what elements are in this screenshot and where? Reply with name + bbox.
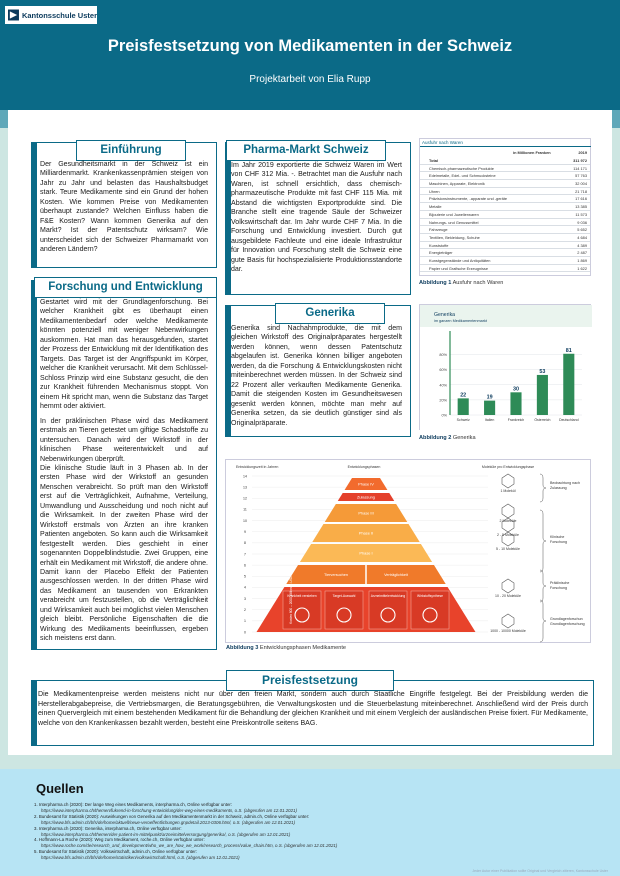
pyramid-level-label: Phase III — [358, 510, 374, 516]
table-cell-value: 13 385 — [575, 204, 587, 210]
table-cell-value: 1 869 — [577, 257, 587, 263]
forschung-paragraph-2: In der präklinischen Phase wird das Medikament erstmals an Tieren getestet um giftige Schadstoffe zu untersuchen. Danach wird der Wirkstoff in der klinischen Phase weiterentwickelt und auf Nebenwirkungen überprüft. — [40, 418, 208, 463]
school-logo-icon — [8, 9, 19, 21]
table-cell-name: Energieträger — [429, 250, 453, 256]
table-row — [420, 249, 590, 257]
pyramid-year-tick: 3 — [244, 596, 246, 601]
content-top — [8, 110, 612, 128]
molecule-icon — [502, 474, 514, 488]
table-cell-name: Edelmetalle, Edel- und Schmucksteine — [429, 173, 496, 179]
pyramid-year-tick: 11 — [243, 507, 247, 512]
chart-data-label: 19 — [486, 394, 493, 401]
chart-category-label: Schweiz — [456, 418, 470, 422]
pyramid-year-tick: 4 — [244, 585, 246, 590]
source-entry: 3. Interpharma.ch (2020): Generika, interpharma.ch, Online verfügbar unter: — [34, 825, 182, 831]
molecule-count: 5 - 10 Moleküle — [496, 547, 520, 551]
generika-text: Generika sind Nachahmprodukte, die mit dem gleichen Wirkstoff des Originalpräparates hergestellt werden können, wenn dessen Patentschutz abgelaufen ist. Generika können billiger angeboten werden, da die Forschung & Entwicklungskosten nicht miteinberechnet werden müssen. In der Schweiz sind 22 Prozent aller verkauften Medikamente Generika. Damit die steigenden Kosten im Gesundheitswesen gesenkt werden können, möchte man mehr auf Generika setzen, da sie deutlich günstiger sind als Originalpräparate. — [231, 325, 402, 427]
molecule-count: 2 - 5 Moleküle — [497, 533, 519, 537]
footer-note: Jeder Autor einer Publikation sollte Original und Vergleich zitieren, Kantonsschule Uster — [472, 869, 608, 873]
source-entry: 4. Hoffmann-La Roche (2020): Weg zum Medikament, roche.ch, Online verfügbar unter: — [34, 837, 205, 843]
table-row — [420, 242, 590, 250]
table-row — [420, 265, 590, 273]
generika-chart-caption: Abbildung 2 Generika — [419, 435, 476, 441]
pyramid-column-3: Moleküle pro Entwicklungsphase — [481, 465, 535, 469]
source-link[interactable]: https://www.bfs.admin.ch/bfs/de/home/aktuell/neue-veroeffentlichungen.gnpdetail.2013-0306.html, o.S. (abgerufen am 12.01.2021) — [41, 819, 296, 825]
table-row — [420, 157, 590, 165]
pyramid-year-tick: 2 — [244, 608, 246, 613]
table-cell-value: 32 004 — [575, 181, 587, 187]
table-cell-value: 2 487 — [577, 250, 587, 256]
ausfuhr-unit: in Millionen Franken — [513, 150, 551, 155]
pyramid-level-label: Zulassung — [357, 494, 375, 500]
table-row — [420, 211, 590, 219]
table-row — [420, 226, 590, 234]
ausfuhr-panel-title: Ausfuhr nach Waren — [422, 140, 463, 145]
forschung-paragraph-3: Die klinische Studie läuft in 3 Phasen ab. In der ersten Phase wird der Wirkstoff an gesunden Menschen verabreicht. So prüft man den Wirkstoff erst auf die Verträglichkeit, Aufnahme, Verteilung, Umwandlung und Ausscheidung und noch nicht auf die Wirksamkeit. In der zweiten Phase wird der Wirkstoff erstmals von Ärzten an ihre kranken Patienten angeboten. So kann auch die Wirksamkeit festgestellt werden. Dies geschieht in einer sogenannten Doppelblindstudie. Zwei Gruppen, eine erhält ein Medikament mit Wirkstoff, die andere ohne. Damit kann der Placebo Effekt der Patienten ausgeschlossen werden. In der dritten Phase wird das Medikament an tausenden von Erkrankten verabreicht um festzustellen, ob die Verträglichkeit und Wirksamkeit auch bei möglichst vielen Menschen gleich bleibt. Persönliche Eigenschaften die die Wirkung des Medikaments beeinflussen, ergeben sich meistens erst dann. — [40, 465, 208, 643]
table-cell-name: Chemisch-pharmazeutische Produkte — [429, 165, 494, 171]
generika-title: Generika — [275, 303, 385, 324]
table-cell-value: 57 763 — [575, 173, 587, 179]
table-cell-name: Uhren — [429, 188, 440, 194]
table-cell-value: 4 389 — [577, 242, 587, 248]
table-row — [420, 188, 590, 196]
phase-category-label: Grundlagenforschun Grundlagenforschung — [550, 617, 585, 626]
table-cell-name: Total — [429, 158, 439, 163]
pyramid-year-tick: 14 — [243, 474, 247, 479]
chart-bar — [537, 375, 548, 415]
molecule-count: 1 Molekül — [500, 489, 516, 493]
entwicklung-figure — [225, 459, 591, 643]
pyramid-year-tick: 13 — [243, 485, 247, 490]
molecule-icon — [502, 504, 514, 518]
einfuehrung-title: Einführung — [76, 140, 186, 161]
pharma-text: Im Jahr 2019 exportierte die Schweiz Waren im Wert von CHF 312 Mia. -. Betrachtet man die Ausfuhr nach Waren, ist schnell ersichtlich, dass chemisch-pharmazeutische Produkte mit fast CHF 115 Mia. mit Abstand die wichtigsten Exportprodukte sind. Die Branche stellt eine tragende Säule der Schweizer Volkswirtschaft dar. Im Jahr wurde CHF 7 Mia. In die Forschung und Entwicklung investiert. Durch gut ausgebildete Fachleute und eine ideale Infrastruktur für Innovation und Forschung stellt die Schweiz eine gute Basis für hochspezialisierte Produktionsstandorte dar. — [231, 162, 402, 273]
pyramid-year-tick: 12 — [243, 496, 247, 501]
table-row — [420, 180, 590, 188]
table-row — [420, 172, 590, 180]
forschung-paragraph-1: Gestartet wird mit der Grundlagenforschung. Bei welcher Krankheit gibt es überhaupt einen Medikamentenbedarf oder welche Medikamente könnten potenziell mit weniger Nebenwirkungen auskommen. Hat man das herausgefunden, startet der Prozess der Entwicklung mit der Identifikation des Targets. Das Target ist der Angriffspunkt im Körper, welcher die Krankheit verursacht. Mit dem Schlüssel-Schloss Prinzip wird eine Substanz gesucht, die den zur Krankheit führenden Mechanismus stoppt. Von einem Hit spricht man, wenn die Substanz das Target hemmt oder aktiviert. — [40, 299, 208, 410]
pyramid-year-tick: 9 — [244, 530, 246, 535]
source-link[interactable]: https://www.roche.com/de/research_and_development/who_we_are_how_we_work/research_process/value_chain.htm, o.S. (abgerufen am 12.01.2021) — [41, 843, 338, 849]
preis-title: Preisfestsetzung — [226, 670, 394, 691]
table-row — [420, 165, 590, 173]
poster-title: Preisfestsetzung von Medikamenten in der Schweiz — [107, 37, 513, 55]
ausfuhr-table — [420, 157, 590, 272]
chart-data-label: 22 — [460, 392, 467, 399]
table-cell-name: Metalle — [429, 204, 442, 210]
chart-data-label: 81 — [565, 347, 572, 354]
table-cell-value: 114 171 — [573, 165, 587, 171]
research-step-label: Krankheit verstehen — [287, 594, 317, 598]
pyramid-level-label: Phase I — [359, 550, 373, 556]
research-step-label: Arzneimittelentwicklung — [370, 594, 406, 598]
school-name: Kantonsschule Uster — [21, 10, 97, 20]
chart-ytick: 60% — [439, 368, 447, 373]
cost-axis-label: Kosten 800 – 2000 Millionen USD — [289, 576, 293, 624]
table-cell-name: Textilien, Bekleidung, Schuhe — [429, 234, 480, 240]
chart-ytick: 20% — [439, 398, 447, 403]
forschung-title: Forschung und Entwicklung — [34, 277, 217, 298]
table-cell-value: 21 718 — [575, 188, 587, 194]
phase-brace — [540, 570, 546, 602]
table-row — [420, 203, 590, 211]
pyramid-level-label: Phase II — [358, 530, 374, 536]
table-cell-value: 9 036 — [577, 219, 587, 225]
chart-category-label: Italien — [484, 418, 495, 422]
table-cell-value: 1 622 — [577, 265, 587, 271]
ausfuhr-caption: Abbildung 1 Ausfuhr nach Waren — [419, 280, 504, 286]
quellen-list — [34, 802, 594, 861]
table-cell-value: 11 573 — [575, 211, 587, 217]
chart-ytick: 80% — [439, 353, 447, 358]
preclinical-label: Tierversuchen — [324, 573, 348, 577]
table-row — [420, 234, 590, 242]
pyramid-column-2: Entwicklungsphasen — [347, 465, 381, 469]
pyramid-year-tick: 0 — [244, 630, 246, 635]
chart-title: Generika — [434, 312, 456, 318]
source-link[interactable]: https://www.interpharma.ch/themen/der-patient-im-mittelpunkt/arzneimittelversorgung/generika/, o.S. (abgerufen am 12.01.2021) — [41, 831, 291, 837]
ausfuhr-year: 2019 — [578, 150, 587, 155]
chart-category-label: Deutschland — [559, 418, 579, 422]
pyramid-level-label: Phase IV — [358, 481, 374, 487]
chart-category-label: Österreich — [534, 418, 551, 422]
table-row — [420, 195, 590, 203]
source-link[interactable]: https://www.bfs.admin.ch/bfs/de/home/statistiken/volkswirtschaft.html, o.S. (abgerufen am 12.01.2021) — [41, 855, 240, 861]
school-logo — [5, 6, 97, 24]
table-cell-name: Nahrungs- und Genussmittel — [429, 219, 479, 225]
quellen-title: Quellen — [36, 781, 84, 796]
chart-bar — [484, 401, 495, 415]
chart-category-label: Frankreich — [507, 418, 525, 422]
source-entry: 5. Bundesamt für Statistik (2020): Volkswirtschaft, admin.ch, Online verfügbar unter: — [34, 849, 198, 855]
pyramid-column-1: Entwicklungszeit in Jahren — [236, 465, 279, 469]
table-cell-value: 4 684 — [577, 234, 587, 240]
generika-chart — [419, 304, 591, 430]
molecule-icon — [502, 614, 514, 628]
chart-bar — [510, 392, 521, 415]
chart-data-label: 30 — [513, 386, 519, 393]
table-cell-name: Kunstgegenstände und Antiquitäten — [429, 257, 491, 263]
phase-category-label: Klinische Forschung — [550, 535, 567, 544]
phase-category-label: Präklinische Forschung — [550, 581, 570, 590]
entwicklung-pyramid-svg — [226, 460, 592, 644]
table-cell-value: 311 972 — [573, 158, 587, 163]
table-cell-name: Fahrzeuge — [429, 227, 448, 233]
pyramid-year-tick: 1 — [244, 619, 246, 624]
phase-brace — [540, 474, 546, 502]
molecule-icon — [502, 579, 514, 593]
ausfuhr-figure — [419, 138, 591, 276]
pharma-title: Pharma-Markt Schweiz — [226, 140, 386, 161]
pyramid-year-tick: 10 — [243, 518, 247, 523]
chart-ytick: 40% — [439, 383, 447, 388]
table-row — [420, 219, 590, 227]
pyramid-year-tick: 5 — [244, 574, 246, 579]
table-row — [420, 257, 590, 265]
table-cell-name: Präzisionsinstrumente, -apparate und -geräte — [429, 196, 508, 202]
chart-data-label: 53 — [539, 368, 546, 375]
table-cell-value: 5 652 — [577, 227, 587, 233]
molecule-count: 2 Moleküle — [499, 519, 517, 523]
table-cell-name: Maschinen, Apparate, Elektronik — [429, 181, 485, 187]
entwicklung-caption: Abbildung 3 Entwicklungsphasen Medikamente — [226, 645, 347, 651]
preis-text: Die Medikamentenpreise werden meistens nicht nur über den freien Markt, sondern auch durch Staatliche Eingriffe festgelegt. Bei der Preisbildung werden die Herstellerabgabepreise, die Vertriebsmargen, die Beratungsgebühren, die Verwaltungskosten und die Steuerbelastung miteinberechnet. Anschließend wird der Preis durch einen Quervergleich mit einem bestehenden Medikament für die Behandlung der gleichen Krankheit und mit einem Vergleich der ausländischen Preise fixiert. Für Medikamente, welche von den Krankenkassen bezahlt werden, besteht eine Preiskontrolle seitens BAG. — [38, 691, 588, 727]
table-cell-value: 17 616 — [575, 196, 587, 202]
phase-brace — [540, 510, 546, 572]
table-cell-name: Bijouterie und Juwelierwaren — [429, 211, 479, 217]
molecule-count: 10 - 20 Moleküle — [495, 594, 521, 598]
chart-ytick: 0% — [441, 413, 447, 418]
source-link[interactable]: https://www.interpharma.ch/themen/fukrend-in-forschung-entwicklung/der-weg-eines-medikaments, o.S. (abgerufen am 12.01.2021) — [41, 807, 297, 813]
source-entry: 2. Bundesamt für Statistik (2020): Auswirkungen von Generika auf den Medikamentenmarkt in der Schweiz, admin.ch, Online verfügbar unter: — [34, 813, 310, 819]
research-step-label: Wirkstoffsynthese — [417, 594, 443, 598]
research-step-label: Target-Auswahl — [332, 594, 356, 598]
table-cell-name: Kunststoffe — [429, 242, 449, 248]
chart-bar — [563, 354, 574, 415]
source-entry: 1. Interpharma.ch (2020): Der lange Weg eines Medikaments, interpharma.ch, Online verfügbar unter: — [34, 802, 233, 807]
molecule-count: 1000 - 10000 Moleküle — [490, 629, 526, 633]
poster-subtitle: Projektarbeit von Elia Rupp — [249, 74, 371, 85]
generika-chart-svg — [420, 305, 592, 431]
phase-brace — [540, 600, 546, 642]
einfuehrung-text: Der Gesundheitsmarkt in der Schweiz ist ein Milliardenmarkt. Krankenkassenprämien steigen von Jahr zu Jahr und belasten das Haushaltsbudget stark. Teure Medikamente sind ein Grund der hohen Kosten. Wie kommen Preise von Medikamenten überhaupt zustande? Welchen Einfluss haben die F&E Kosten? Wann kommen Generika auf den Markt? Ist der Patentschutz wirksam? Wie unterscheidet sich der Schweizer Pharmamarkt von anderen Ländern? — [40, 161, 208, 254]
pyramid-year-tick: 6 — [244, 563, 246, 568]
pyramid-year-tick: 7 — [244, 552, 246, 557]
chart-bar — [458, 398, 469, 415]
chart-subtitle: im ganzen Medikamentenmarkt — [434, 319, 487, 323]
pyramid-year-tick: 8 — [244, 541, 246, 546]
phase-category-label: Beobachtung nach Zulassung — [550, 481, 580, 490]
preclinical-label: Verträglichkeit — [384, 573, 408, 577]
table-cell-name: Papier und Grafische Erzeugnisse — [429, 265, 489, 271]
